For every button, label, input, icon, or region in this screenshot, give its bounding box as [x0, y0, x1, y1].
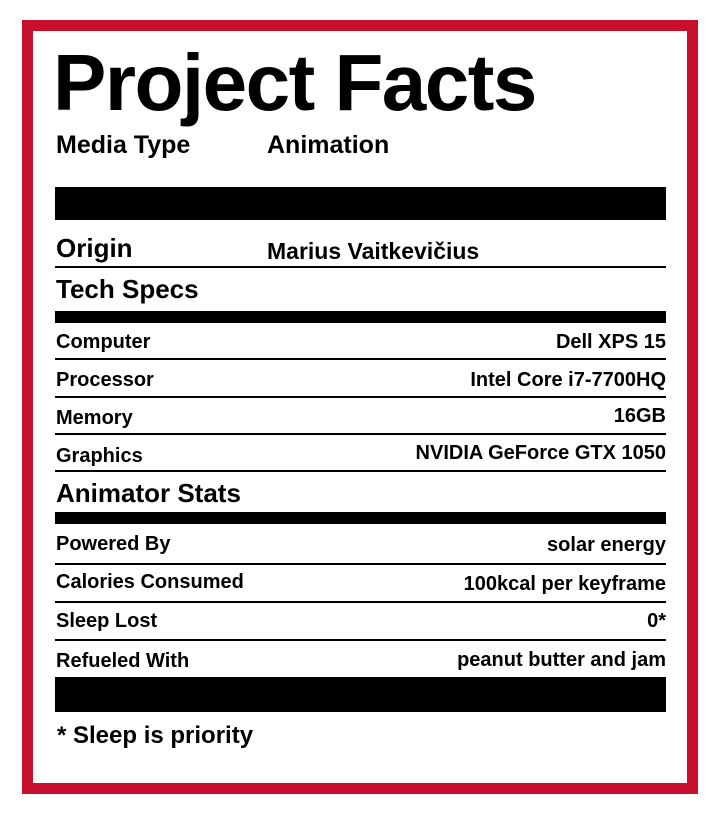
tech-spec-row-value: 16GB — [613, 405, 666, 427]
animator-stat-row-value: 0* — [647, 610, 666, 632]
divider-line — [55, 639, 666, 641]
animator-stat-row-value: 100kcal per keyframe — [463, 573, 666, 595]
animator-stat-row-label: Refueled With — [56, 650, 190, 672]
divider-line — [55, 601, 666, 603]
tech-spec-row-value: Dell XPS 15 — [555, 331, 666, 353]
tech-specs-heading: Tech Specs — [56, 274, 199, 304]
divider-bar-tech-specs — [55, 311, 666, 323]
tech-spec-row-value: Intel Core i7-7700HQ — [470, 369, 666, 391]
animator-stat-row-label: Sleep Lost — [56, 610, 158, 632]
divider-bar-top — [55, 187, 666, 220]
divider-line — [55, 470, 666, 472]
page-title: Project Facts — [53, 38, 536, 127]
divider-line — [55, 358, 666, 360]
divider-line — [55, 396, 666, 398]
tech-spec-row-label: Memory — [56, 407, 133, 429]
animator-stats-heading: Animator Stats — [56, 478, 241, 508]
divider-bar-bottom — [55, 677, 666, 712]
origin-value: Marius Vaitkevičius — [267, 238, 480, 264]
divider-line — [55, 563, 666, 565]
divider-bar-animator-stats — [55, 512, 666, 524]
animator-stat-row-label: Calories Consumed — [56, 571, 244, 593]
divider-line — [55, 433, 666, 435]
tech-spec-row-label: Computer — [56, 331, 151, 353]
tech-spec-row-label: Processor — [56, 369, 154, 391]
tech-spec-row-value: NVIDIA GeForce GTX 1050 — [415, 442, 666, 464]
animator-stat-row-value: peanut butter and jam — [457, 649, 666, 671]
animator-stat-row-label: Powered By — [56, 533, 171, 555]
media-type-value: Animation — [267, 131, 390, 159]
origin-label: Origin — [56, 233, 133, 263]
tech-spec-row-label: Graphics — [56, 445, 143, 467]
animator-stat-row-value: solar energy — [547, 534, 666, 556]
footnote: * Sleep is priority — [57, 722, 254, 749]
media-type-label: Media Type — [56, 131, 191, 159]
divider-line — [55, 266, 666, 268]
